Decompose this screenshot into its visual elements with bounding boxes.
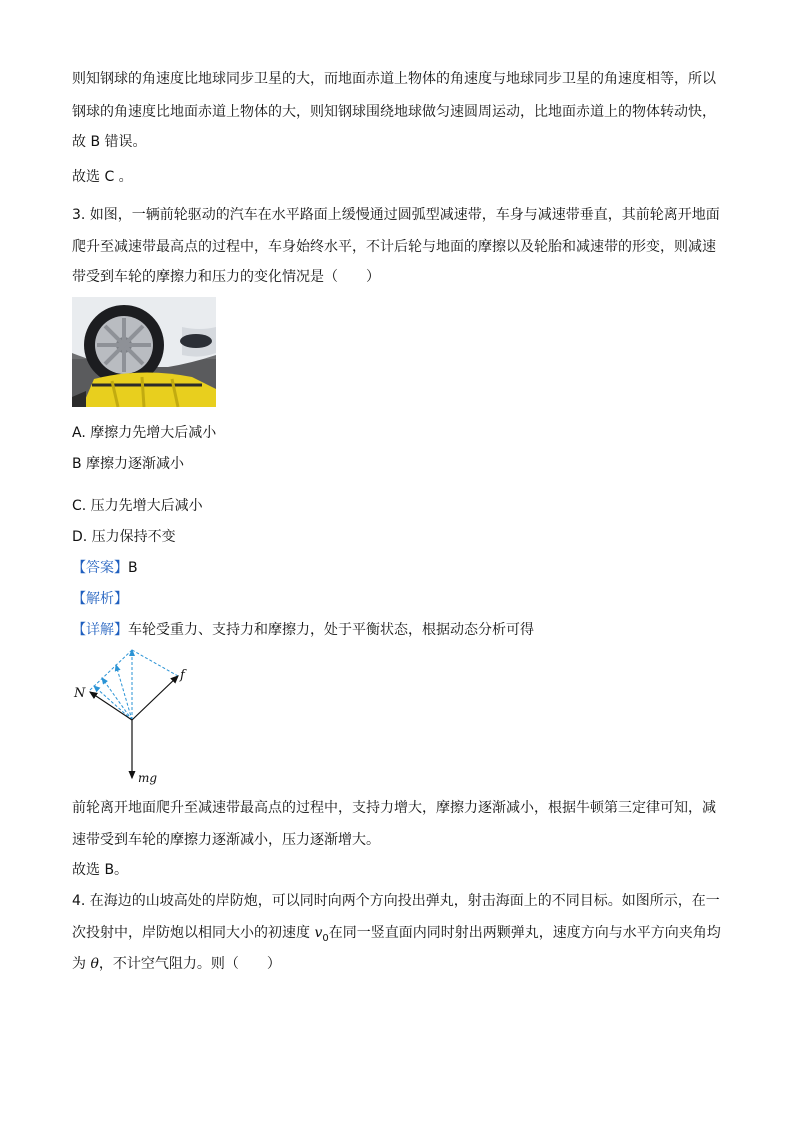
q3-option-d: D. 压力保持不变: [72, 529, 176, 545]
detail-tag: 【详解】: [72, 622, 128, 638]
label-n: N: [74, 686, 86, 701]
label-f: f: [180, 668, 185, 683]
prev-text-line-2: 钢球的角速度比地面赤道上物体的大，则知钢球围绕地球做匀速圆周运动，比地面赤道上的物体转动快，: [72, 104, 716, 120]
q3-option-c: C. 压力先增大后减小: [72, 498, 203, 514]
answer-line: [72, 557, 138, 577]
prev-text-line-1: 则知钢球的角速度比地球同步卫星的大，而地面赤道上物体的角速度与地球同步卫星的角速度相等，所以: [72, 71, 716, 87]
q3-stem-line-3: 带受到车轮的摩擦力和压力的变化情况是（ ）: [72, 269, 380, 285]
theta-symbol: θ: [90, 956, 99, 972]
q4-stem-line-3: [72, 953, 281, 973]
analysis-tag: 【解析】: [72, 591, 128, 607]
label-mg: mg: [138, 771, 158, 785]
q4-stem-line-1: 4. 在海边的山坡高处的岸防炮，可以同时向两个方向投出弹丸，射击海面上的不同目标。如图所示，在一: [72, 893, 720, 909]
q3-stem-line-2: 爬升至减速带最高点的过程中，车身始终水平，不计后轮与地面的摩擦以及轮胎和减速带的形变，则减速: [72, 239, 716, 255]
answer-value: B: [128, 560, 138, 576]
detail-line: [72, 619, 534, 639]
car-speed-bump-photo: [72, 297, 216, 407]
prev-choose: 故选 C 。: [72, 169, 133, 185]
q4-line3-b: ，不计空气阻力。则（ ）: [98, 956, 281, 972]
v0-subscript: 0: [322, 932, 329, 944]
q3-conclusion-line-1: 前轮离开地面爬升至减速带最高点的过程中，支持力增大，摩擦力逐渐减小，根据牛顿第三定律可知，减: [72, 800, 716, 816]
prev-text-line-3: 故 B 错误。: [72, 134, 147, 150]
q3-stem-line-1: 3. 如图，一辆前轮驱动的汽车在水平路面上缓慢通过圆弧型减速带，车身与减速带垂直，其前轮离开地面: [72, 207, 720, 223]
q4-line3-a: 为: [72, 956, 91, 972]
q3-option-a: A. 摩擦力先增大后减小: [72, 425, 217, 441]
q4-line2-b: 在同一竖直面内同时射出两颗弹丸，速度方向与水平方向夹角均: [328, 925, 721, 941]
q3-option-b: B 摩擦力逐渐减小: [72, 456, 185, 472]
force-diagram: [66, 640, 206, 790]
v0-symbol: v: [314, 925, 323, 941]
detail-text: 车轮受重力、支持力和摩擦力，处于平衡状态，根据动态分析可得: [128, 622, 534, 638]
q4-stem-line-2: [72, 922, 721, 944]
q4-line2-a: 次投射中，岸防炮以相同大小的初速度: [72, 925, 315, 941]
answer-tag: 【答案】: [72, 560, 128, 576]
analysis-line: [72, 588, 128, 608]
q3-conclusion-line-2: 速带受到车轮的摩擦力逐渐减小，压力逐渐增大。: [72, 832, 380, 848]
q3-choose: 故选 B。: [72, 862, 129, 878]
